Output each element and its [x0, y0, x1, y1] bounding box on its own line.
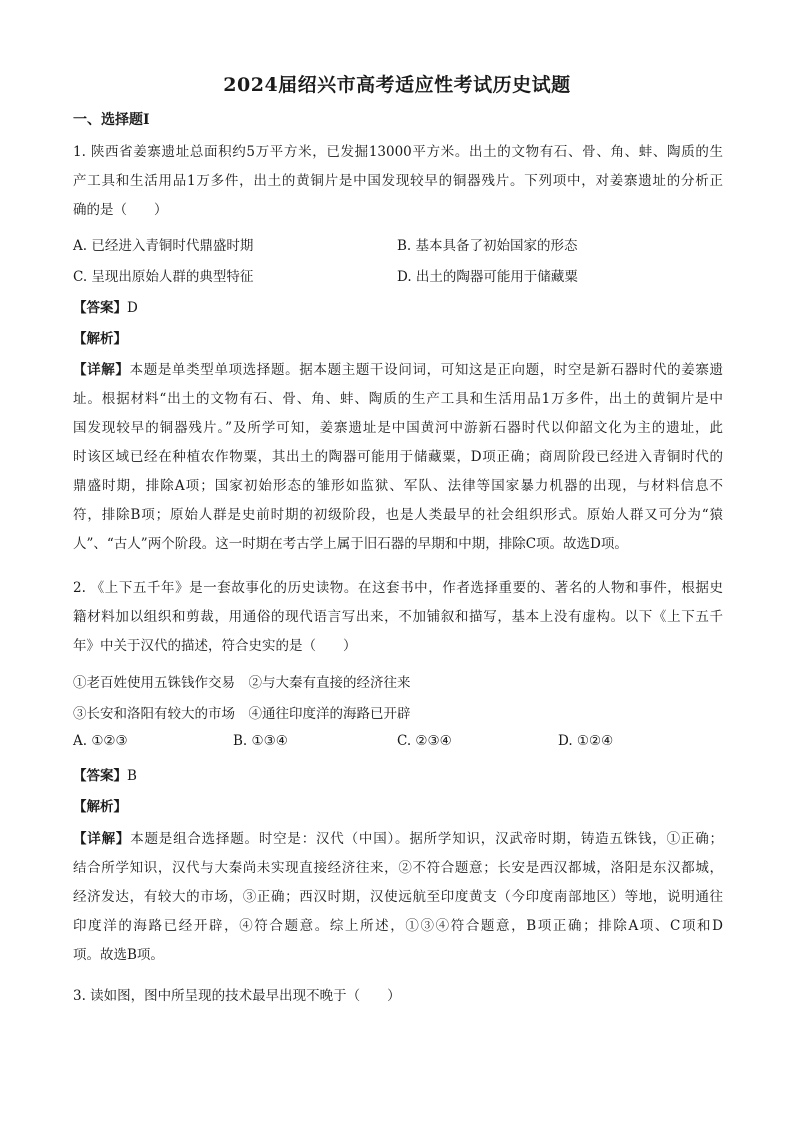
detail-line: 国发现较早的铜器残片。”及所学可知，姜寨遗址是中国黄河中游新石器时代以仰韶文化为主的遗址，此: [73, 420, 723, 436]
question-1-stem-line: 1. 陕西省姜寨遗址总面积约5万平方米，已发掘13000平方米。出土的文物有石、骨、角、蚌、陶质的生: [73, 144, 723, 160]
detail-line: 址。根据材料“出土的文物有石、骨、角、蚌、陶质的生产工具和生活用品1万多件，出土的黄铜片是中: [73, 391, 723, 407]
detail-line: 印度洋的海路已经开辟，④符合题意。综上所述，①③④符合题意，B项正确；排除A项、C项和D: [73, 918, 723, 934]
question-2-stem-line: 2. 《上下五千年》是一套故事化的历史读物。在这套书中，作者选择重要的、著名的人物和事件，根据史: [73, 580, 723, 596]
detail-line: 符，排除B项；原始人群是史前时期的初级阶段，也是人类最早的社会组织形式。原始人群又可分为“猿: [73, 507, 723, 523]
detail-line: [73, 827, 723, 847]
question-1-stem: [73, 140, 723, 230]
question-2-items-line-1: ①老百姓使用五铢钱作交易 ②与大秦有直接的经济往来: [73, 675, 411, 691]
detail-label: 【详解】: [73, 362, 130, 378]
detail-line: 人”、“古人”两个阶段。这一时期在考古学上属于旧石器的早期和中期，排除C项。故选D项。: [73, 536, 628, 552]
detail-line: 结合所学知识，汉代与大秦尚未实现直接经济往来，②不符合题意；长安是西汉都城，洛阳是东汉都城，: [73, 860, 723, 876]
detail-text: 本题是组合选择题。时空是：汉代（中国）。据所学知识，汉武帝时期，铸造五铢钱，①正确；: [130, 831, 724, 847]
detail-label: 【详解】: [73, 831, 131, 847]
answer-value: B: [127, 768, 137, 784]
question-1-stem-line: 确的是（ ）: [73, 202, 168, 218]
answer-value: D: [127, 300, 138, 316]
question-2-option-c: C. ②③④: [397, 733, 452, 749]
question-2-analysis-label: 【解析】: [73, 799, 127, 815]
page-title: 2024届绍兴市高考适应性考试历史试题: [223, 74, 571, 96]
question-1-stem-line: 产工具和生活用品1万多件，出土的黄铜片是中国发现较早的铜器残片。下列项中，对姜寨遗址的分析正: [73, 173, 723, 189]
question-2-items-line-2: ③长安和洛阳有较大的市场 ④通往印度洋的海路已开辟: [73, 706, 411, 722]
detail-line: [73, 358, 723, 378]
question-1-detail: [73, 358, 723, 568]
question-1-answer: [73, 296, 138, 316]
question-1-option-d: D. 出土的陶器可能用于储藏粟: [397, 269, 578, 285]
detail-line: 鼎盛时期，排除A项；国家初始形态的雏形如监狱、军队、法律等国家暴力机器的出现，与材料信息不: [73, 478, 723, 494]
question-3-stem: 3. 读如图，图中所呈现的技术最早出现不晚于（ ）: [73, 988, 401, 1004]
detail-line: 项。故选B项。: [73, 947, 164, 963]
question-2-stem: [73, 576, 723, 666]
question-2-option-b: B. ①③④: [233, 733, 288, 749]
detail-line: 时该区域已经在种植农作物粟，其出土的陶器可能用于储藏粟，D项正确；商周阶段已经进入青铜时代的: [73, 449, 723, 465]
detail-text: 本题是单类型单项选择题。据本题主题干设问词，可知这是正向题，时空是新石器时代的姜寨遗: [129, 362, 723, 378]
question-1-option-c: C. 呈现出原始人群的典型特征: [73, 269, 254, 285]
section-heading: 一、选择题Ⅰ: [73, 112, 150, 128]
question-2-option-d: D. ①②④: [558, 733, 614, 749]
answer-label: 【答案】: [73, 300, 127, 316]
question-1-analysis-label: 【解析】: [73, 331, 127, 347]
question-2-answer: [73, 764, 137, 784]
question-2-stem-line: 籍材料加以组织和剪裁，用通俗的现代语言写出来，不加铺叙和描写，基本上没有虚构。以下《上下五千: [73, 609, 723, 625]
question-2-detail: [73, 827, 723, 977]
question-1-option-a: A. 已经进入青铜时代鼎盛时期: [73, 238, 254, 254]
question-1-option-b: B. 基本具备了初始国家的形态: [397, 238, 578, 254]
detail-line: 经济发达，有较大的市场，③正确；西汉时期，汉使远航至印度黄支（今印度南部地区）等地，说明通往: [73, 889, 723, 905]
question-2-option-a: A. ①②③: [73, 733, 128, 749]
question-2-stem-line: 年》中关于汉代的描述，符合史实的是（ ）: [73, 638, 357, 654]
answer-label: 【答案】: [73, 768, 127, 784]
